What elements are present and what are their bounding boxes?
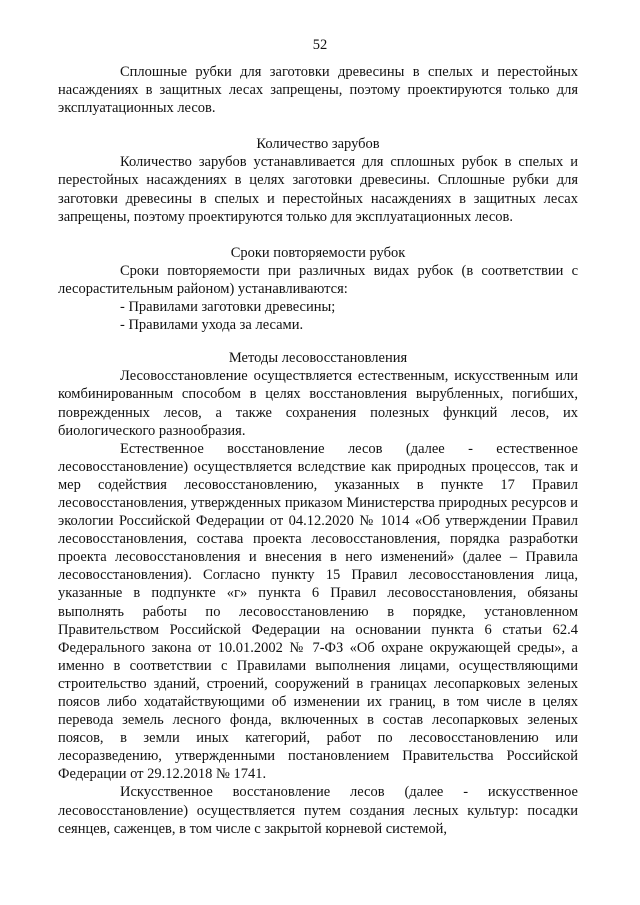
intro-paragraph: Сплошные рубки для заготовки древесины в спелых и перестойных насаждениях в защитных лесах запрещены, поэтому проектируются только для эксплуатационных лесов. <box>58 64 578 117</box>
methods-paragraph-1: Лесовосстановление осуществляется естественным, искусственным или комбинированным способом в целях восстановления вырубленных, погибших, поврежденных лесов, а также сохранения полезных функций лесов, их биологического разнообразия. <box>58 368 578 439</box>
methods-paragraph-2: Естественное восстановление лесов (далее - естественное лесовосстановление) осуществляется вследствие как природных процессов, так и мер содействия лесовосстановлению, указанных в пункте 17 Правил лесовосстановления, утвержденных приказом Министерства природных ресурсов и экологии Российской Федерации от 04.12.2020 № 1014 «Об утверждении Правил лесовосстановления, состава проекта лесовосстановления, порядка разработки проекта лесовосстановления и внесения в него изменений» (далее – Правила лесовосстановления). Согласно пункту 15 Правил лесовосстановления лица, указанные в подпункте «г» пункта 6 Правил лесовосстановления, обязаны выполнять работы по лесовосстановлению в порядке, установленном Правительством Российской Федерации на основании пункта 6 статьи 62.4 Федерального закона от 10.01.2002 № 7-ФЗ «Об охране окружающей среды», а именно в соответствии с Правилами выполнения лицами, осуществляющими строительство зданий, строений, сооружений в границах лесопарковых зеленых поясов либо ходатайствующими об изменении их границ, в том числе в целях перевода земель лесного фонда, включенных в состав лесопарковых зеленых поясов, в земли иных категорий, работ по лесовосстановлению или лесоразведению, утвержденными постановлением Правительства Российской Федерации от 29.12.2018 № 1741. <box>58 440 578 783</box>
section-heading-fellings: Количество зарубов <box>256 136 380 153</box>
fellings-paragraph: Количество зарубов устанавливается для сплошных рубок в спелых и перестойных насаждениях в целях заготовки древесины. Сплошные рубки для заготовки древесины в спелых и перестойных насаждениях в защитных лесах запрещены, поэтому проектируются только для эксплуатационных лесов. <box>58 154 578 225</box>
repeat-paragraph: Сроки повторяемости при различных видах рубок (в соответствии с лесорастительным районом) устанавливаются: <box>58 262 578 297</box>
page-number: 52 <box>312 37 328 53</box>
page-content <box>58 63 578 838</box>
list-item: - Правилами заготовки древесины; <box>120 299 336 316</box>
list-item: - Правилами ухода за лесами. <box>120 317 304 334</box>
section-heading-methods: Методы лесовосстановления <box>228 350 408 367</box>
methods-paragraph-3: Искусственное восстановление лесов (далее - искусственное лесовосстановление) осуществляется путем создания лесных культур: посадки сеянцев, саженцев, в том числе с закрытой корневой системой, <box>58 784 578 837</box>
section-heading-repeat: Сроки повторяемости рубок <box>230 244 406 261</box>
